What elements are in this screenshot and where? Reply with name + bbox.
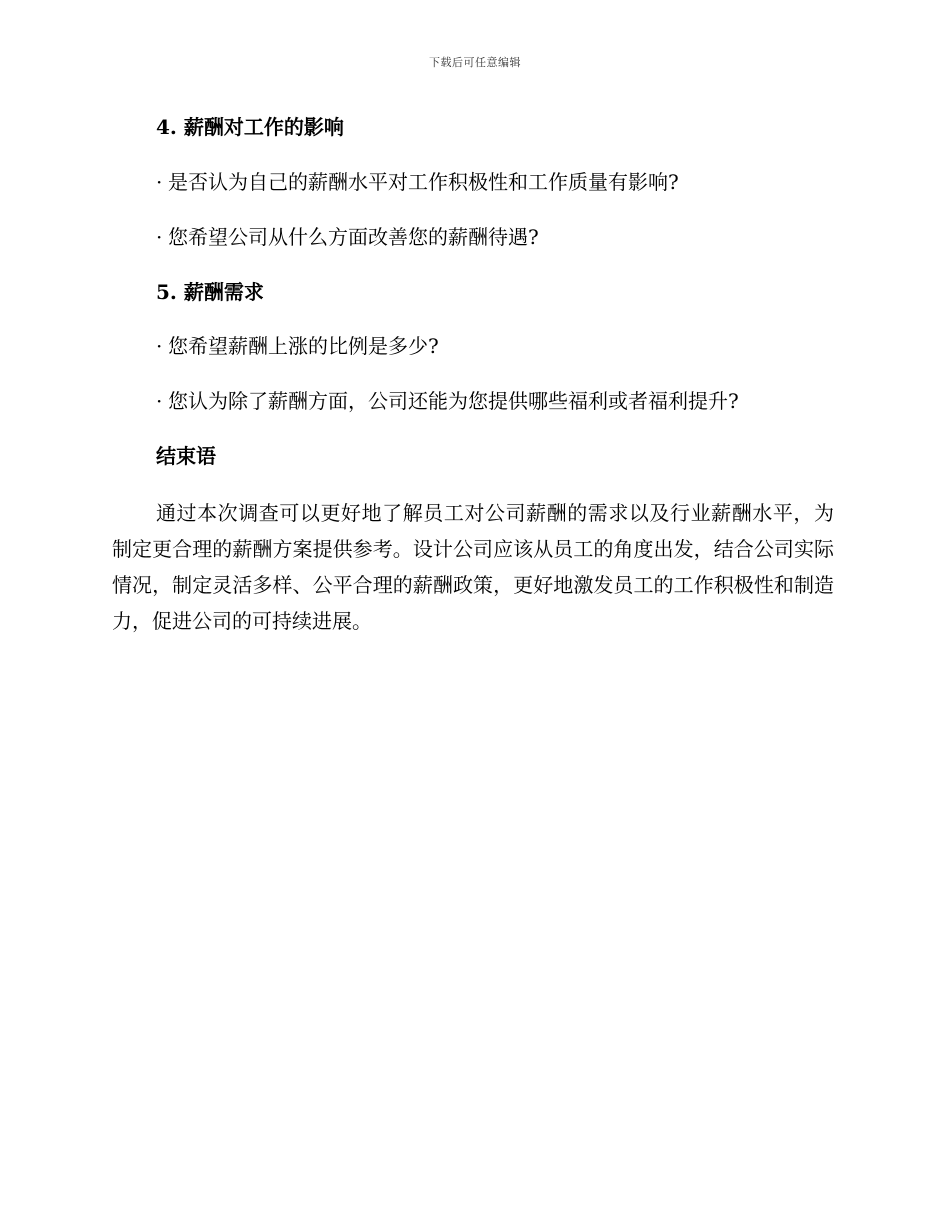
section-heading-salary-needs: 5. 薪酬需求 [156, 280, 264, 304]
bullet-dot: · [156, 170, 163, 194]
bullet-text: 是否认为自己的薪酬水平对工作积极性和工作质量有影响? [168, 170, 679, 194]
section-heading-salary-impact: 4. 薪酬对工作的影响 [156, 115, 344, 139]
conclusion-heading: 结束语 [156, 444, 216, 468]
bullet-item [156, 332, 439, 360]
bullet-text: 您认为除了薪酬方面，公司还能为您提供哪些福利或者福利提升? [168, 389, 739, 413]
bullet-item [156, 223, 539, 251]
conclusion-paragraph: 通过本次调查可以更好地了解员工对公司薪酬的需求以及行业薪酬水平，为制定更合理的薪酬方案提供参考。设计公司应该从员工的角度出发，结合公司实际情况，制定灵活多样、公平合理的薪酬政策，更好地激发员工的工作积极性和制造力，促进公司的可持续进展。 [112, 501, 834, 633]
header-note: 下载后可任意编辑 [429, 56, 521, 69]
bullet-dot: · [156, 225, 163, 249]
bullet-dot: · [156, 389, 163, 413]
bullet-text: 您希望公司从什么方面改善您的薪酬待遇? [168, 225, 539, 249]
bullet-item [156, 387, 739, 415]
bullet-item [156, 168, 679, 196]
bullet-dot: · [156, 334, 163, 358]
bullet-text: 您希望薪酬上涨的比例是多少? [168, 334, 439, 358]
